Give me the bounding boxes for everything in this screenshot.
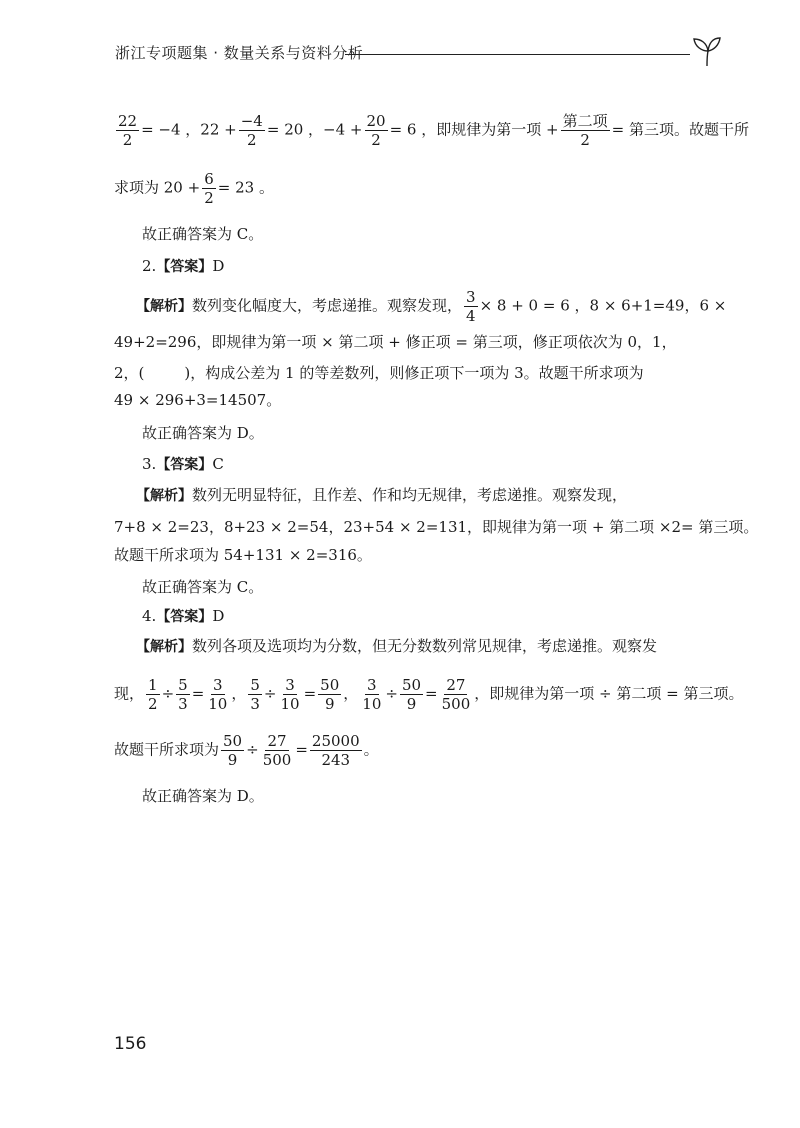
q2-analysis-line-2: 49+2=296，即规律为第一项 × 第二项 + 修正项 = 第三项，修正项依次为 0，1，	[114, 333, 677, 351]
q4-answer: 4.【答案】D	[142, 607, 225, 625]
fraction: $\frac{3}{10}$	[362, 676, 382, 713]
q2-answer: 2.【答案】D	[142, 257, 225, 275]
fraction: $\frac{3}{10}$	[208, 676, 228, 713]
fraction: $\frac{5}{3}$	[178, 676, 188, 713]
conclusion-q2: 故正确答案为 D。	[142, 424, 264, 442]
sprout-icon	[687, 34, 727, 68]
conclusion-q1: 故正确答案为 C。	[142, 225, 264, 243]
fraction: $\frac{50}{9}$	[401, 676, 422, 713]
fraction: $\frac{3}{4}$	[466, 288, 476, 325]
header-title: 浙江专项题集 · 数量关系与资料分析	[115, 44, 364, 62]
q2-analysis-line-1: 【解析】数列变化幅度大，考虑递推。观察发现， $\frac{3}{4}$ × 8 + 0 = 6 ，8 × 6+1=49，6 ×	[136, 288, 727, 325]
header-rule	[345, 54, 690, 55]
fraction: $\frac{20}{2}$	[366, 112, 386, 149]
fraction: $\frac{27}{500}$	[262, 732, 292, 769]
page-number: 156	[114, 1034, 147, 1054]
q4-analysis-line-1: 【解析】数列各项及选项均为分数，但无分数数列常见规律，考虑递推。观察发	[136, 637, 658, 655]
conclusion-q3: 故正确答案为 C。	[142, 578, 264, 596]
fraction: $\frac{3}{10}$	[280, 676, 300, 713]
q2-analysis-line-3: 2，( )，构成公差为 1 的等差数列，则修正项下一项为 3。故题干所求项为	[114, 364, 644, 382]
fraction: $\frac{50}{9}$	[223, 732, 243, 769]
fraction: $\frac{5}{3}$	[250, 676, 260, 713]
q3-answer: 3.【答案】C	[142, 455, 224, 473]
solution-line-2: 求项为 20 + $\frac{6}{2}$ = 23 。	[114, 170, 274, 207]
fraction: $\frac{1}{2}$	[148, 676, 158, 713]
fraction: $\frac{22}{2}$	[118, 112, 138, 149]
q3-analysis-line-1: 【解析】数列无明显特征，且作差、作和均无规律，考虑递推。观察发现，	[136, 486, 628, 504]
q4-analysis-line-2: 现， $\frac{1}{2}$ ÷ $\frac{5}{3}$ = $\frac{3}{10}$ ， $\frac{5}{3}$ ÷ $\frac{3}{10}$ = $\frac{50}{9}$ ， $\frac{3}{10}$ ÷ $\frac{50}{9}$ = $\frac{27}{500}$ ，即规律为第一项 ÷ 第二项 = 第三项。	[114, 676, 744, 713]
q2-analysis-line-4: 49 × 296+3=14507。	[114, 391, 282, 409]
q3-analysis-line-2: 7+8 × 2=23，8+23 × 2=54，23+54 × 2=131，即规律为第一项 + 第二项 ×2= 第三项。	[114, 518, 759, 536]
q4-analysis-line-3: 故题干所求项为 $\frac{50}{9}$ ÷ $\frac{27}{500}$ = $\frac{25000}{243}$ 。	[114, 732, 379, 769]
fraction: $\frac{-4}{2}$	[240, 112, 263, 149]
fraction: $\frac{27}{500}$	[441, 676, 471, 713]
fraction: $\frac{25000}{243}$	[311, 732, 360, 769]
page-header	[115, 34, 715, 74]
fraction: $\frac{6}{2}$	[204, 170, 214, 207]
fraction: $\frac{\text{第二项}}{2}$	[562, 112, 608, 149]
q3-analysis-line-3: 故题干所求项为 54+131 × 2=316。	[114, 546, 372, 564]
conclusion-q4: 故正确答案为 D。	[142, 787, 264, 805]
fraction: $\frac{50}{9}$	[320, 676, 340, 713]
solution-line-1: $\frac{22}{2}$ = −4 ，22 + $\frac{-4}{2}$ = 20 ，−4 + $\frac{20}{2}$ = 6 ，即规律为第一项 + $\frac{\text{第二项}}{2}$ = 第三项。故题干所	[118, 112, 749, 149]
